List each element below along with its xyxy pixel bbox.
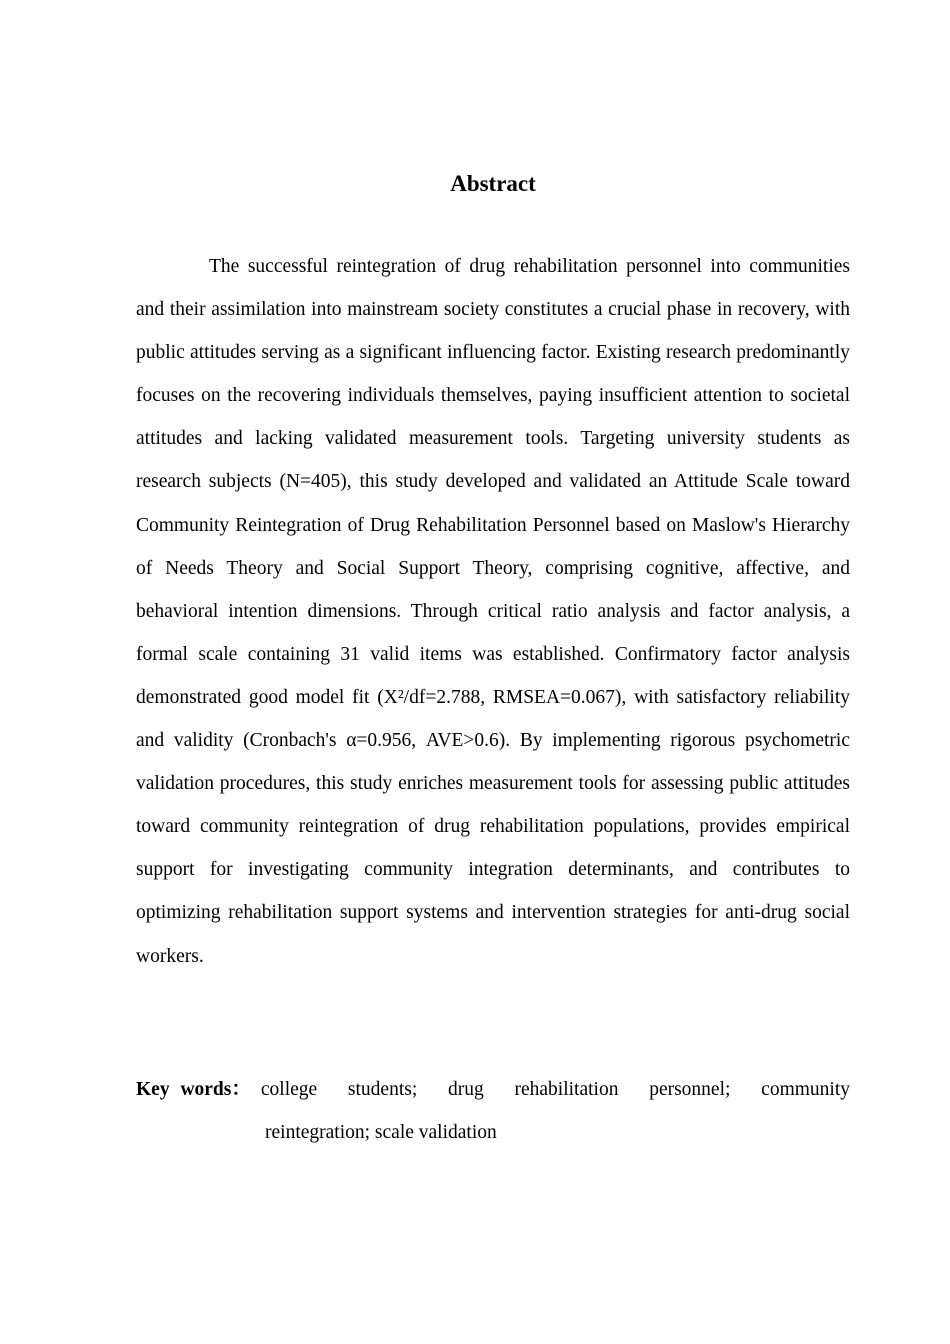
keywords-section — [136, 1068, 850, 1154]
abstract-body: The successful reintegration of drug rehabilitation personnel into communities and their assimilation into mainstream society constitutes a crucial phase in recovery, with public attitudes serving as a significant influencing factor. Existing research predominantly focuses on the recovering individuals themselves, paying insufficient attention to societal attitudes and lacking validated measurement tools. Targeting university students as research subjects (N=405), this study developed and validated an Attitude Scale toward Community Reintegration of Drug Rehabilitation Personnel based on Maslow's Hierarchy of Needs Theory and Social Support Theory, comprising cognitive, affective, and behavioral intention dimensions. Through critical ratio analysis and factor analysis, a formal scale containing 31 valid items was established. Confirmatory factor analysis demonstrated good model fit (X²/df=2.788, RMSEA=0.067), with satisfactory reliability and validity (Cronbach's α=0.956, AVE>0.6). By implementing rigorous psychometric validation procedures, this study enriches measurement tools for assessing public attitudes toward community reintegration of drug rehabilitation populations, provides empirical support for investigating community integration determinants, and contributes to optimizing rehabilitation support systems and intervention strategies for anti-drug social workers. — [136, 256, 850, 967]
abstract-title: Abstract — [450, 171, 536, 196]
keywords-first-line — [136, 1068, 850, 1111]
keywords-list-line2: reintegration; scale validation — [265, 1122, 497, 1143]
keywords-label: Key words： — [136, 1079, 251, 1100]
keywords-list-line1: college students; drug rehabilitation personnel; community — [260, 1079, 850, 1100]
